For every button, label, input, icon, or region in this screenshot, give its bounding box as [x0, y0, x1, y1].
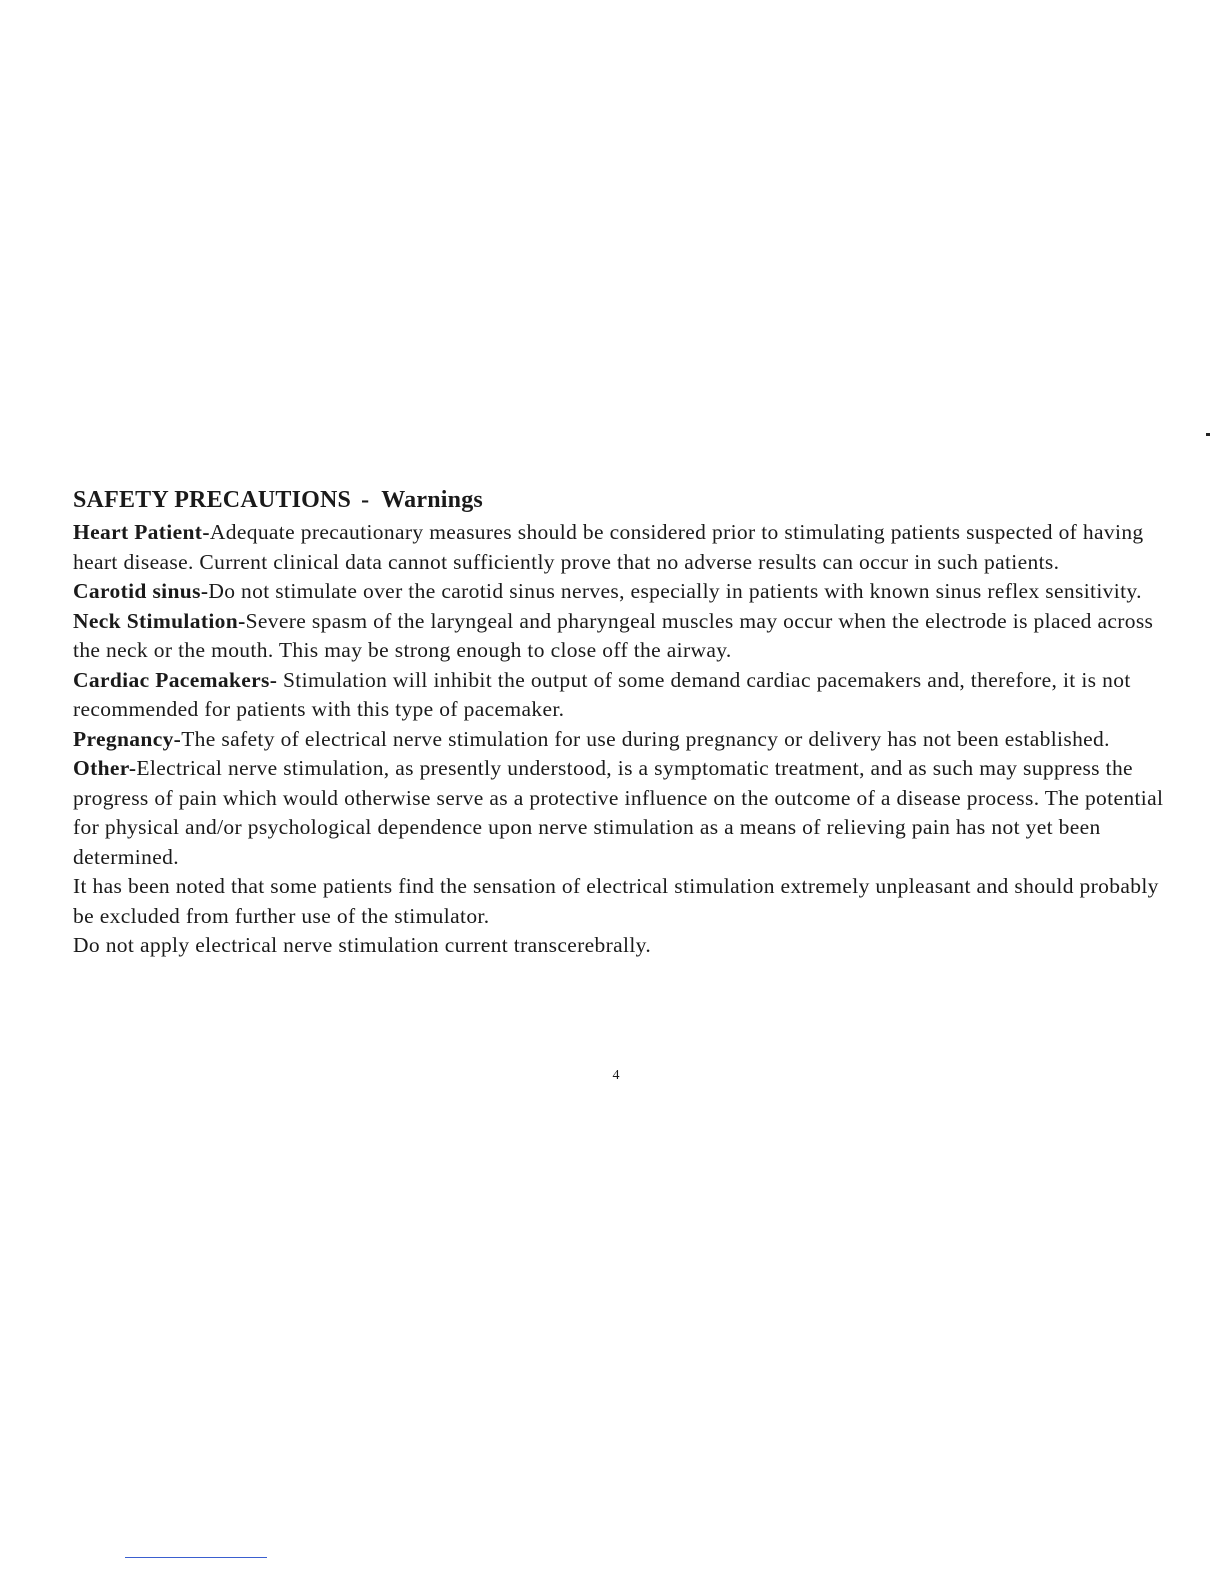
warning-text: Do not stimulate over the carotid sinus nerves, especially in patients with known sinus reflex sensitivity. [208, 579, 1142, 603]
warning-term: Cardiac Pacemakers- [73, 667, 278, 692]
paragraph-unpleasant-sensation: It has been noted that some patients find the sensation of electrical stimulation extremely unpleasant and should probably be excluded from further use of the stimulator. [73, 874, 1159, 928]
warning-term: Pregnancy- [73, 726, 182, 751]
title-main: SAFETY PRECAUTIONS [73, 487, 352, 513]
page-number: 4 [612, 1068, 620, 1083]
warning-term: Neck Stimulation- [73, 608, 246, 633]
scan-artifact-mark [1206, 433, 1210, 436]
title-separator: - [361, 487, 370, 513]
title-sub: Warnings [381, 487, 483, 513]
warning-term: Other- [73, 756, 137, 780]
warning-text: Stimulation will inhibit the output of some demand cardiac pacemakers and, therefore, it is not recommended for patients with this type of pacemaker. [73, 667, 1131, 721]
warning-text: The safety of electrical nerve stimulation for use during pregnancy or delivery has not been established. [181, 726, 1110, 751]
footnote-rule [125, 1557, 267, 1558]
paragraph-transcerebral: Do not apply electrical nerve stimulation current transcerebrally. [73, 933, 652, 957]
warning-neck-stimulation [73, 607, 1173, 666]
warning-pregnancy [73, 725, 1173, 755]
warning-other [73, 754, 1173, 872]
warning-carotid-sinus [73, 577, 1173, 607]
warning-text: Adequate precautionary measures should be considered prior to stimulating patients suspected of having heart disease. Current clinical data cannot sufficiently prove that no adverse results can occur in such patients. [73, 520, 1144, 574]
warning-text: Electrical nerve stimulation, as presently understood, is a symptomatic treatment, and as such may suppress the progress of pain which would otherwise serve as a protective influence on the outcome of a disease process. The potential for physical and/or psychological dependence upon nerve stimulation as a means of relieving pain has not yet been determined. [73, 756, 1164, 869]
warning-heart-patient [73, 518, 1173, 577]
safety-precautions-section [73, 484, 1173, 961]
warning-term: Heart Patient- [73, 520, 210, 544]
warning-term: Carotid sinus- [73, 579, 209, 603]
warning-cardiac-pacemakers [73, 666, 1173, 725]
warning-text: Severe spasm of the laryngeal and pharyngeal muscles may occur when the electrode is placed across the neck or the mouth. This may be strong enough to close off the airway. [73, 608, 1154, 662]
section-title [73, 484, 1173, 516]
